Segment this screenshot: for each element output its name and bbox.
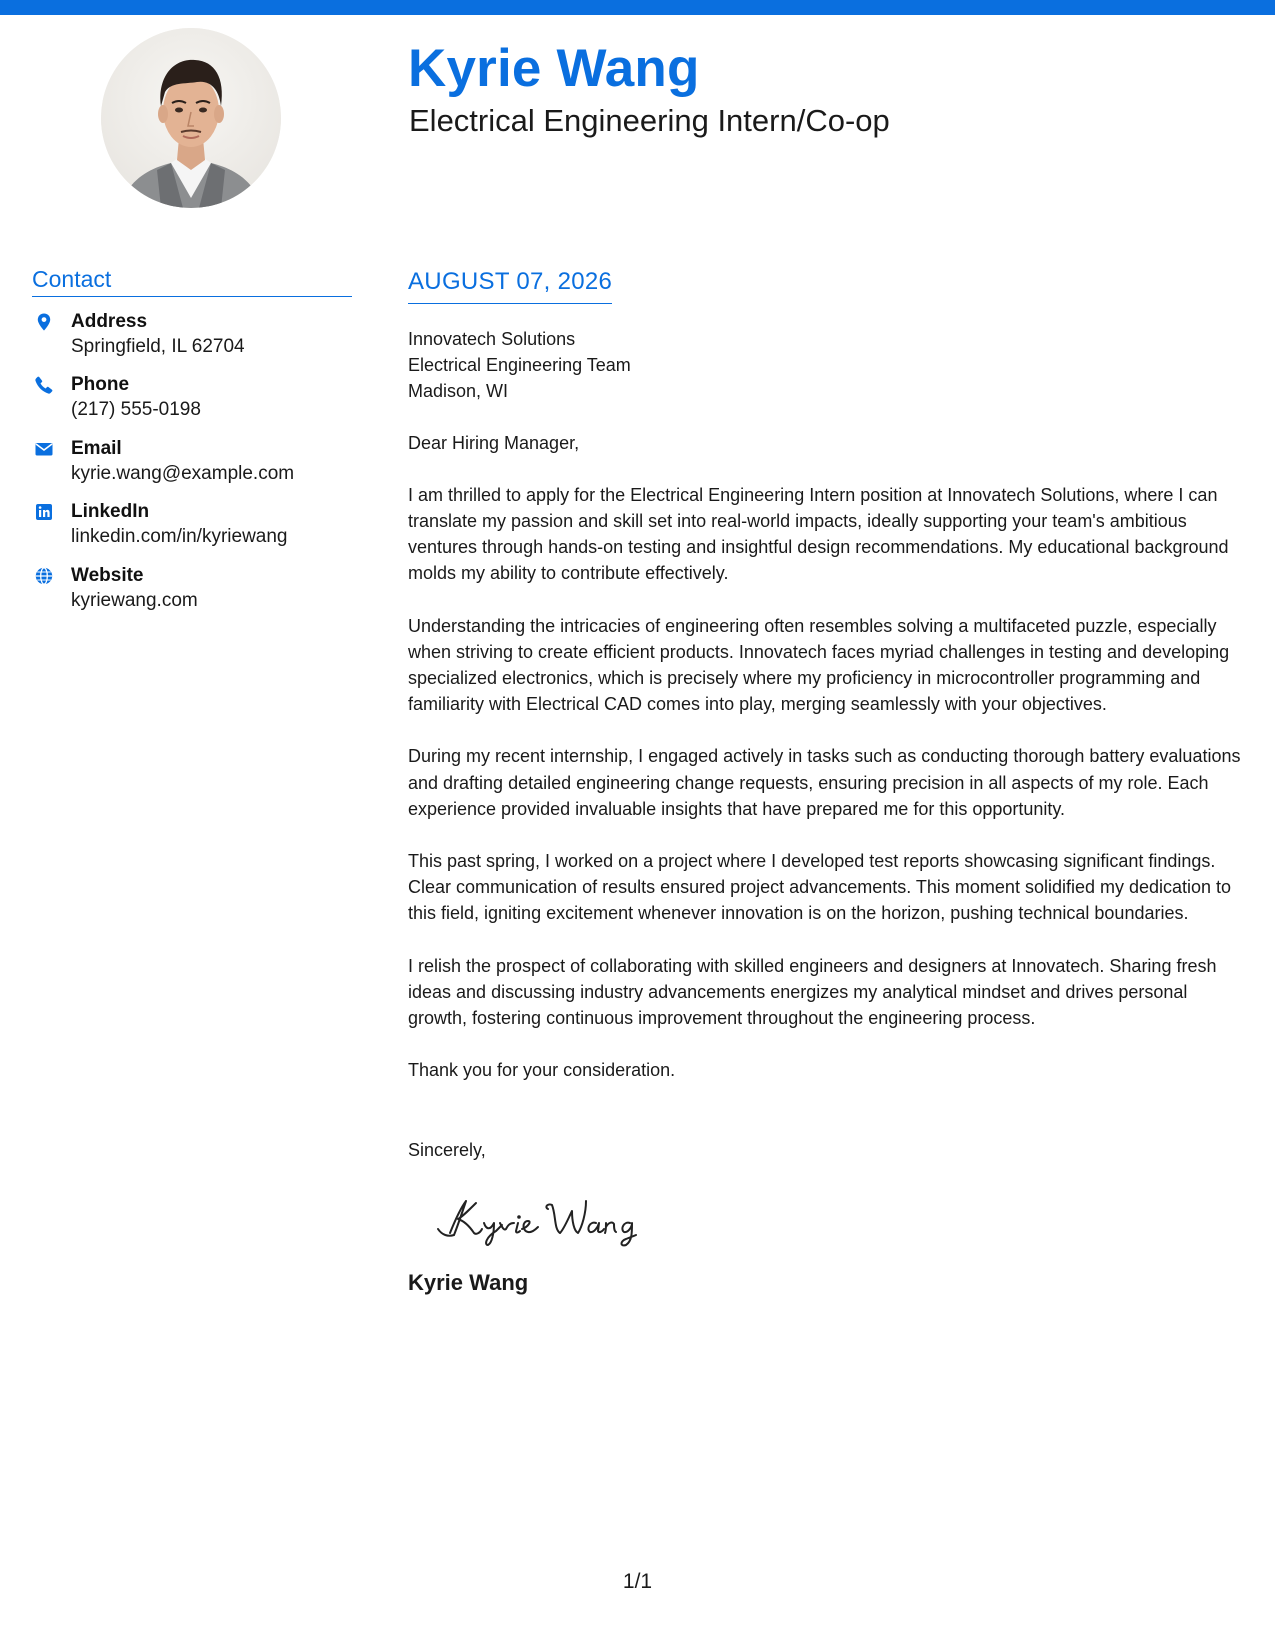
profile-photo xyxy=(101,28,281,208)
contact-label: Website xyxy=(71,564,144,586)
linkedin-icon xyxy=(34,502,54,522)
phone-value[interactable]: (217) 555-0198 xyxy=(71,399,201,421)
recipient-team: Electrical Engineering Team xyxy=(408,354,631,375)
candidate-name: Kyrie Wang xyxy=(408,39,700,98)
letter-date: AUGUST 07, 2026 xyxy=(408,268,612,304)
linkedin-value[interactable]: linkedin.com/in/kyriewang xyxy=(71,526,288,548)
letter-paragraph: This past spring, I worked on a project where I developed test reports showcasing significant findings. Clear communication of results ensured project advancements. This moment solidified my dedication to this field, igniting excitement whenever innovation is on the horizon, pushing technical boundaries. xyxy=(408,851,1232,924)
signer-name: Kyrie Wang xyxy=(408,1270,529,1296)
contact-item-phone xyxy=(32,372,352,436)
contact-item-email xyxy=(32,436,352,500)
recipient-company: Innovatech Solutions xyxy=(408,328,576,349)
contact-list xyxy=(32,309,352,627)
contact-item-linkedin xyxy=(32,499,352,563)
contact-label: LinkedIn xyxy=(71,501,150,523)
letter-body xyxy=(408,268,1246,1297)
email-value[interactable]: kyrie.wang@example.com xyxy=(71,462,295,484)
address-value: Springfield, IL 62704 xyxy=(71,335,245,357)
recipient-block xyxy=(408,326,1246,404)
salutation: Dear Hiring Manager, xyxy=(408,432,580,453)
letter-paragraph: Understanding the intricacies of engineering often resembles solving a multifaceted puzzle, especially when striving to create efficient products. Innovatech faces myriad challenges in testing and developing specialized electronics, which is precisely where my proficiency in microcontroller programming and familiarity with Electrical CAD comes into play, merging seamlessly with your objectives. xyxy=(408,615,1230,715)
recipient-location: Madison, WI xyxy=(408,380,509,401)
website-value[interactable]: kyriewang.com xyxy=(71,589,198,611)
contact-sidebar xyxy=(32,266,352,626)
globe-icon xyxy=(34,566,54,586)
job-title: Electrical Engineering Intern/Co-op xyxy=(409,103,890,138)
page-number: 1/1 xyxy=(622,1570,653,1593)
contact-label: Email xyxy=(71,437,122,459)
contact-item-address xyxy=(32,309,352,373)
letter-paragraph: I relish the prospect of collaborating with skilled engineers and designers at Innovatech. Sharing fresh ideas and discussing industry advancements energizes my analytical mindset and drives personal growth, fostering continuous improvement throughout the engineering process. xyxy=(408,955,1217,1029)
envelope-icon xyxy=(34,439,54,459)
contact-label: Phone xyxy=(71,374,130,396)
letter-paragraph: Thank you for your consideration. xyxy=(408,1060,676,1081)
contact-heading: Contact xyxy=(32,266,352,297)
contact-item-website xyxy=(32,563,352,627)
contact-label: Address xyxy=(71,310,148,332)
handwritten-signature xyxy=(436,1189,646,1249)
phone-icon xyxy=(34,375,54,395)
closing: Sincerely, xyxy=(408,1140,486,1161)
top-accent-bar xyxy=(0,0,1275,15)
location-pin-icon xyxy=(34,312,54,332)
letter-paragraph: During my recent internship, I engaged actively in tasks such as conducting thorough battery evaluations and drafting detailed engineering change requests, ensuring precision in all aspects of my role. Each experience provided invaluable insights that have prepared me for this opportunity. xyxy=(408,746,1241,819)
letter-paragraph: I am thrilled to apply for the Electrical Engineering Intern position at Innovatech Solutions, where I can translate my passion and skill set into real-world impacts, ideally supporting your team's ambitious ventures through hands-on testing and insightful design recommendations. My educational background molds my ability to contribute effectively. xyxy=(408,484,1229,584)
